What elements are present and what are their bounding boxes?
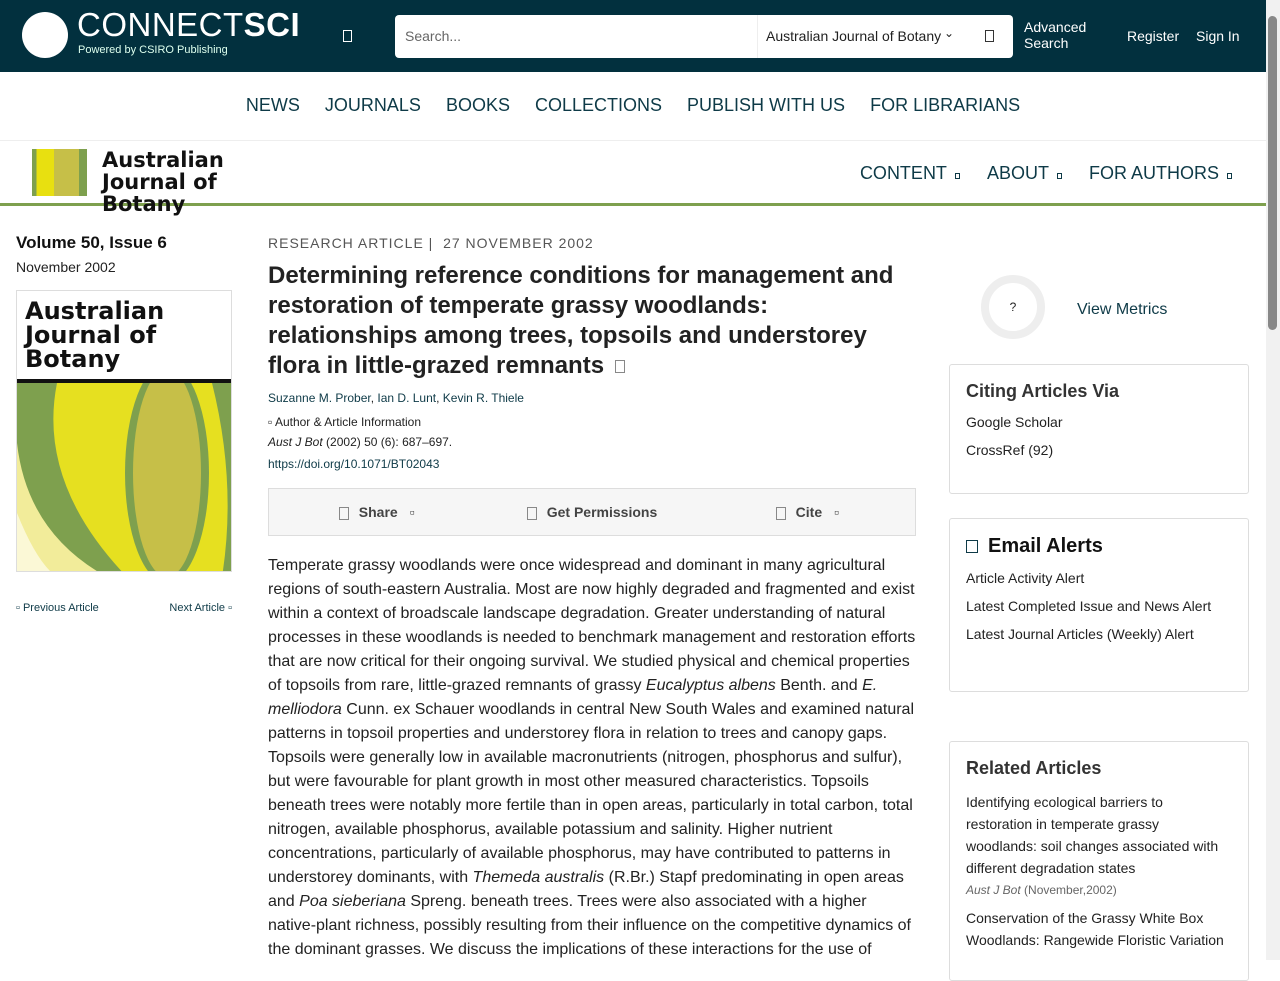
label: Author & Article Information: [274, 415, 422, 429]
nav-publish[interactable]: PUBLISH WITH US: [687, 95, 846, 115]
journal-abbr: Aust J Bot: [268, 435, 323, 449]
bookmark-icon[interactable]: [615, 360, 625, 373]
author-info-toggle[interactable]: ▫ Author & Article Information: [268, 415, 422, 429]
journal-nav: [838, 163, 1232, 184]
card-title: Related Articles: [966, 758, 1102, 778]
chevron-down-icon: [955, 173, 960, 179]
quote-icon: [776, 507, 786, 520]
view-metrics-link[interactable]: View Metrics: [1077, 301, 1168, 318]
label: Email Alerts: [988, 535, 1103, 557]
abstract: [268, 554, 916, 962]
share-icon: [339, 507, 349, 520]
nav-journals[interactable]: JOURNALS: [324, 95, 421, 115]
author-link[interactable]: Suzanne M. Prober: [268, 391, 371, 405]
article-date: 27 NOVEMBER 2002: [443, 235, 594, 251]
label: Get Permissions: [546, 504, 658, 520]
citation: [268, 435, 916, 449]
advanced-search-link[interactable]: Advanced Search: [1024, 19, 1087, 51]
label: Next Article: [169, 602, 226, 614]
menu-icon[interactable]: [343, 30, 352, 42]
label: ABOUT: [986, 163, 1049, 183]
alert-link[interactable]: Article Activity Alert: [966, 570, 1085, 586]
brand-bold: SCI: [243, 6, 301, 43]
journal-cover[interactable]: [16, 290, 232, 572]
altmetric-badge-icon[interactable]: ?: [981, 275, 1045, 339]
search-bar: [395, 15, 1013, 58]
species-name: Poa sieberiana: [299, 893, 406, 910]
article-meta: RESEARCH ARTICLE | 27 NOVEMBER 2002: [268, 235, 594, 251]
species-name: E. melliodora: [268, 677, 878, 718]
issue-month: November 2002: [16, 259, 116, 275]
volume-issue-link[interactable]: Volume 50, Issue 6: [16, 233, 167, 252]
card-title: Citing Articles Via: [966, 381, 1120, 401]
journal-abbr: Aust J Bot: [966, 883, 1021, 897]
cite-button[interactable]: [700, 504, 915, 520]
search-scope-select[interactable]: [757, 15, 1013, 58]
journal-nav-authors[interactable]: [1089, 163, 1232, 183]
label: CONTENT: [859, 163, 947, 183]
card-title: [966, 535, 1232, 558]
title-text: Determining reference conditions for management and restoration of temperate grassy woodlands: relationships among trees, topsoils and understorey flora in little-grazed remnants: [268, 262, 894, 379]
search-scope-value: Australian Journal of Botany: [766, 28, 942, 44]
citation-detail: (2002) 50 (6): 687–697.: [326, 435, 453, 449]
chevron-down-icon: ▫: [834, 504, 839, 520]
alert-link[interactable]: Latest Completed Issue and News Alert: [966, 598, 1212, 614]
chevron-down-icon: ▫: [409, 504, 415, 520]
crossref-link[interactable]: CrossRef (92): [966, 442, 1054, 458]
journal-nav-content[interactable]: [860, 163, 960, 183]
issue-sidebar: [16, 233, 232, 614]
author-list: Suzanne M. Prober, Ian D. Lunt, Kevin R. Thiele: [268, 391, 524, 405]
abstract-text: Cunn. ex Schauer woodlands in central New South Wales and examined natural patterns in topsoil properties and understorey flora in relation to trees and canopy gaps. Topsoils were generally low in available macronutrients (nitrogen, phosphorus and sulfur), but were favourable for plant growth in most other measured characteristics. Topsoils beneath trees were notably more fertile than in open areas, particularly in total carbon, total nitrogen, available phosphorus, available potassium and salinity. Higher nutrient concentrations, particularly of available phosphorus, may have contributed to patterns in understorey dominants, with: [268, 701, 914, 886]
bell-icon: [966, 540, 978, 553]
date: (November,2002): [1024, 883, 1117, 897]
nav-news[interactable]: NEWS: [245, 95, 300, 115]
abstract-text: Temperate grassy woodlands were once widespread and dominant in many agricultural regions of south-eastern Australia. Most are now highly degraded and fragmented and exist within a context of broadscale landscape degradation. Greater understanding of natural processes in these woodlands is needed to benchmark management and restoration efforts that are now critical for their ongoing survival. We studied physical and chemical properties of topsoils from rare, little-grazed remnants of grassy: [268, 557, 916, 694]
label: Previous Article: [22, 602, 99, 614]
next-article-link[interactable]: Next Article ▫: [169, 602, 232, 614]
abstract-text: Spreng. beneath trees. Trees were also associated with a higher native-plant richness, possibly resulting from their influence on the competitive dynamics of the dominant grasses. We discuss the implications of these interactions for the use of: [268, 893, 911, 958]
label: FOR AUTHORS: [1088, 163, 1219, 183]
abstract-text: (R.Br.) Stapf predominating in open areas and: [268, 869, 904, 910]
article-main: [268, 235, 916, 962]
species-name: Eucalyptus albens: [645, 677, 776, 694]
citing-articles-card: [949, 364, 1249, 494]
cover-art: [17, 379, 232, 572]
related-articles-card: [949, 741, 1249, 981]
chevron-down-icon: ⌄: [944, 26, 955, 40]
article-toolbar: [268, 488, 916, 536]
brand-light: CONNECT: [77, 6, 244, 43]
cover-title: Australian Journal of Botany: [25, 297, 165, 373]
journal-bar: [0, 140, 1266, 216]
scrollbar-thumb[interactable]: [1268, 16, 1277, 330]
article-title: [268, 261, 916, 381]
label: Share: [358, 504, 398, 520]
share-button[interactable]: [269, 504, 484, 520]
author-link[interactable]: Ian D. Lunt: [377, 391, 437, 405]
article-pager: [16, 602, 232, 614]
search-input[interactable]: Search...: [405, 28, 462, 44]
author-link[interactable]: Kevin R. Thiele: [442, 391, 524, 405]
powered-by: Powered by CSIRO Publishing: [78, 44, 228, 56]
permissions-icon: [527, 507, 537, 520]
doi-link[interactable]: https://doi.org/10.1071/BT02043: [268, 457, 440, 471]
email-alerts-card: [949, 518, 1249, 692]
google-scholar-link[interactable]: Google Scholar: [966, 414, 1063, 430]
journal-logo-icon[interactable]: [32, 149, 87, 196]
nav-collections[interactable]: COLLECTIONS: [534, 95, 663, 115]
related-article-link[interactable]: Identifying ecological barriers to restoration in temperate grassy woodlands: soil changes associated with different degradation states: [966, 794, 1219, 876]
label: Cite: [795, 504, 823, 520]
sign-in-link[interactable]: Sign In: [1196, 28, 1240, 44]
nav-books[interactable]: BOOKS: [445, 95, 510, 115]
species-name: Themeda australis: [472, 869, 605, 886]
connectsci-logo-icon[interactable]: [22, 12, 68, 58]
cover-leaf-art: [17, 383, 232, 572]
related-article-link[interactable]: Conservation of the Grassy White Box Woodlands: Rangewide Floristic Variation: [966, 910, 1224, 948]
get-permissions-button[interactable]: [484, 504, 699, 520]
nav-librarians[interactable]: FOR LIBRARIANS: [870, 95, 1021, 115]
register-link[interactable]: Register: [1127, 28, 1180, 44]
abstract-text: Benth. and: [775, 677, 863, 694]
chevron-down-icon: [1057, 173, 1062, 179]
brand-name[interactable]: [77, 6, 300, 44]
journal-nav-about[interactable]: [987, 163, 1062, 183]
main-nav: [0, 95, 1266, 116]
site-header: [0, 0, 1266, 72]
journal-title[interactable]: Australian Journal of Botany: [102, 148, 224, 216]
chevron-down-icon: [1227, 173, 1232, 179]
previous-article-link[interactable]: ▫ Previous Article: [16, 602, 99, 614]
scrollbar[interactable]: [1266, 0, 1280, 960]
search-icon[interactable]: [985, 30, 994, 42]
article-type: RESEARCH ARTICLE: [268, 235, 424, 251]
alert-link[interactable]: Latest Journal Articles (Weekly) Alert: [966, 626, 1194, 642]
related-article-meta: [966, 883, 1232, 897]
